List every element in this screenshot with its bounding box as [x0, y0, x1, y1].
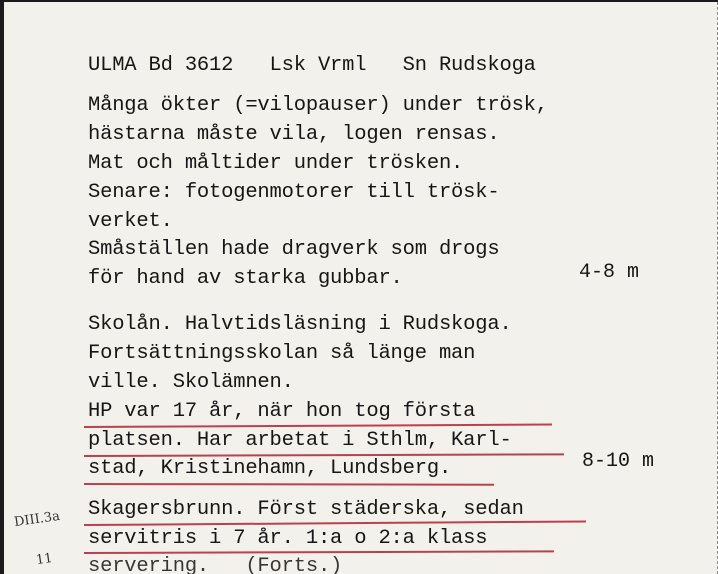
text-line: verket. — [88, 210, 173, 233]
text-line: Fortsättningsskolan så länge man — [88, 342, 476, 365]
margin-note: 11 — [35, 550, 54, 569]
text-line: Skolån. Halvtidsläsning i Rudskoga. — [88, 313, 512, 336]
text-line-underlined: HP var 17 år, när hon tog första — [88, 400, 476, 423]
red-underline — [84, 483, 494, 486]
text-line-underlined: platsen. Har arbetat i Sthlm, Karl- — [88, 429, 512, 452]
measure-mark: 4-8 m — [579, 261, 640, 284]
margin-note: DIII.3a — [13, 508, 61, 531]
text-line: ville. Skolämnen. — [88, 371, 294, 394]
text-line: Många ökter (=vilopauser) under trösk, — [88, 94, 548, 117]
text-line: servering. (Forts.) — [88, 555, 343, 574]
text-line-underlined: Skagersbrunn. Först städerska, sedan — [88, 498, 524, 521]
text-line: Senare: fotogenmotorer till trösk- — [88, 181, 500, 204]
text-line-underlined: servitris i 7 år. 1:a o 2:a klass — [88, 527, 488, 550]
text-line: hästarna måste vila, logen rensas. — [88, 123, 500, 146]
text-line: Småställen hade dragverk som drogs — [88, 238, 500, 261]
red-underline — [84, 520, 586, 526]
archive-card — [4, 2, 718, 574]
card-header: ULMA Bd 3612 Lsk Vrml Sn Rudskoga — [88, 54, 536, 77]
text-line: för hand av starka gubbar. — [88, 267, 403, 290]
red-underline — [84, 550, 554, 554]
card-edge — [714, 2, 718, 574]
red-underline — [84, 424, 552, 428]
text-line-underlined: stad, Kristinehamn, Lundsberg. — [88, 457, 452, 480]
text-line: Mat och måltider under trösken. — [88, 152, 464, 175]
measure-mark: 8-10 m — [582, 450, 655, 473]
